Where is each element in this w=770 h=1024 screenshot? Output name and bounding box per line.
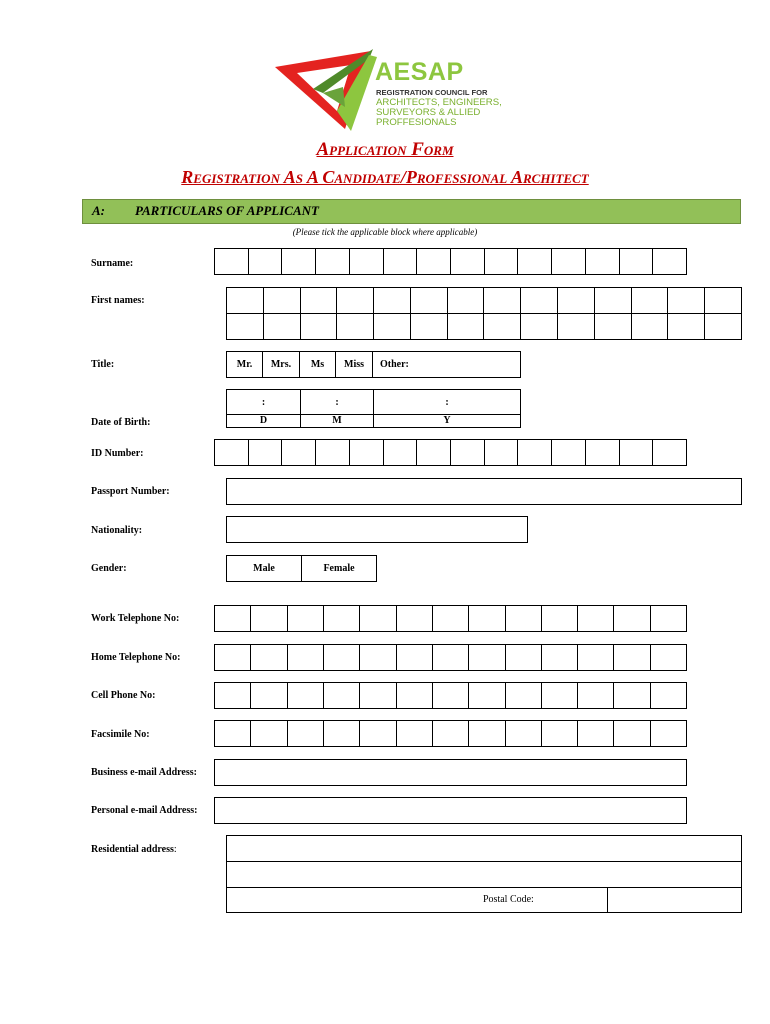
facsimile-label: Facsimile No: xyxy=(91,729,150,740)
id-number-label: ID Number: xyxy=(91,448,144,459)
title-option-ms[interactable] xyxy=(299,351,336,378)
passport-number-label: Passport Number: xyxy=(91,486,170,497)
work-telephone-boxes[interactable] xyxy=(214,605,687,632)
title-option-ms-text: Ms xyxy=(310,359,325,370)
residential-address-line-3[interactable] xyxy=(226,887,608,913)
personal-email-field[interactable] xyxy=(214,797,687,824)
home-telephone-boxes[interactable] xyxy=(214,644,687,671)
gender-option-female[interactable] xyxy=(301,555,377,582)
nationality-label: Nationality: xyxy=(91,525,143,536)
facsimile-boxes[interactable] xyxy=(214,720,687,747)
title-option-other[interactable] xyxy=(372,351,521,378)
dob-day-caption: D xyxy=(259,415,268,426)
title-option-mrs-text: Mrs. xyxy=(270,359,292,370)
gender-option-male[interactable] xyxy=(226,555,302,582)
form-subtitle: Registration As A Candidate/Professional Architect xyxy=(181,167,589,187)
surname-boxes[interactable] xyxy=(214,248,687,275)
business-email-label: Business e-mail Address: xyxy=(91,767,197,778)
passport-number-field[interactable] xyxy=(226,478,742,505)
title-option-mrs[interactable] xyxy=(262,351,300,378)
dob-year-caption: Y xyxy=(443,415,451,426)
logo-name: AESAP xyxy=(375,58,464,86)
title-label: Title: xyxy=(91,359,115,370)
dob-year-separator: : xyxy=(445,397,449,408)
first-names-boxes-row-2[interactable] xyxy=(226,313,742,340)
residential-address-colon: : xyxy=(173,844,177,855)
first-names-boxes-row-1[interactable] xyxy=(226,287,742,314)
logo-line-2: ARCHITECTS, ENGINEERS, xyxy=(376,97,502,108)
gender-label: Gender: xyxy=(91,563,127,574)
title-option-miss[interactable] xyxy=(335,351,373,378)
work-telephone-label: Work Telephone No: xyxy=(91,613,180,624)
residential-address-text: Residential address xyxy=(91,844,174,855)
title-option-other-text: Other: xyxy=(380,359,409,370)
dob-month-separator: : xyxy=(335,397,339,408)
nationality-field[interactable] xyxy=(226,516,528,543)
id-number-boxes[interactable] xyxy=(214,439,687,466)
section-instruction: (Please tick the applicable block where applicable) xyxy=(292,227,478,237)
gender-option-female-text: Female xyxy=(323,563,355,574)
surname-label: Surname: xyxy=(91,258,134,269)
title-option-mr[interactable] xyxy=(226,351,263,378)
personal-email-label: Personal e-mail Address: xyxy=(91,805,198,816)
gender-option-male-text: Male xyxy=(253,563,275,574)
dob-day-separator: : xyxy=(261,397,266,408)
residential-address-line-2[interactable] xyxy=(226,861,742,888)
first-names-label: First names: xyxy=(91,295,145,306)
home-telephone-label: Home Telephone No: xyxy=(91,652,181,663)
cell-phone-label: Cell Phone No: xyxy=(91,690,156,701)
postal-code-field[interactable] xyxy=(607,887,742,913)
logo-line-3: SURVEYORS & ALLIED xyxy=(376,107,481,118)
title-option-mr-text: Mr. xyxy=(236,359,253,370)
title-option-miss-text: Miss xyxy=(344,359,364,370)
residential-address-line-1[interactable] xyxy=(226,835,742,862)
section-letter: A: xyxy=(92,203,105,218)
date-of-birth-label: Date of Birth: xyxy=(91,417,151,428)
section-title: PARTICULARS OF APPLICANT xyxy=(135,203,319,218)
cell-phone-boxes[interactable] xyxy=(214,682,687,709)
residential-address-label xyxy=(91,844,177,856)
logo-line-1: REGISTRATION COUNCIL FOR xyxy=(376,88,488,97)
business-email-field[interactable] xyxy=(214,759,687,786)
dob-month-caption: M xyxy=(332,415,342,426)
logo-line-4: PROFFESIONALS xyxy=(376,117,457,128)
postal-code-label: Postal Code: xyxy=(483,894,534,905)
form-title: Application Form xyxy=(316,139,454,160)
